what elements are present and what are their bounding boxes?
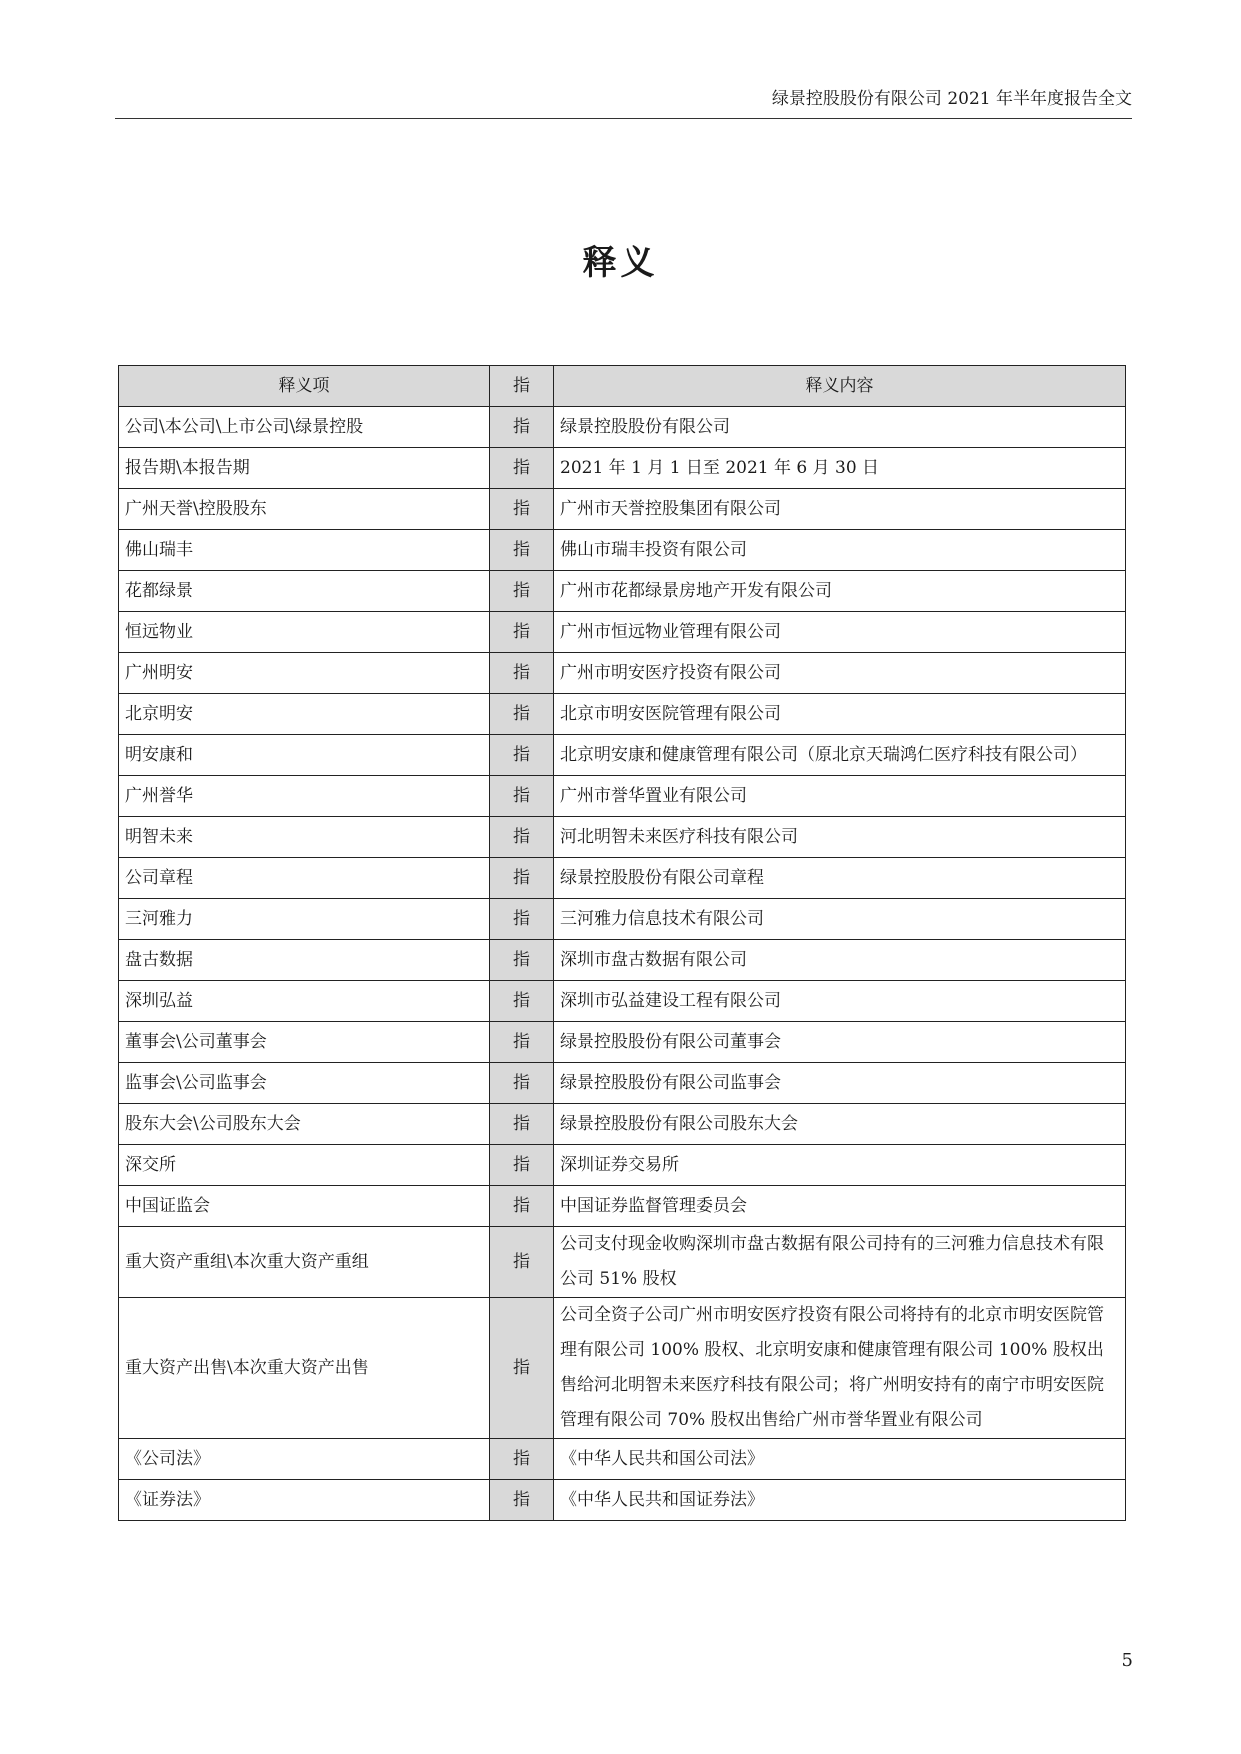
- definitions-table: [118, 365, 1126, 1521]
- term-cell: 花都绿景: [119, 571, 490, 612]
- definition-cell: 北京市明安医院管理有限公司: [554, 694, 1126, 735]
- zhi-cell: 指: [490, 571, 554, 612]
- definition-cell: 公司支付现金收购深圳市盘古数据有限公司持有的三河雅力信息技术有限公司 51% 股权: [554, 1227, 1126, 1298]
- definition-cell: 绿景控股股份有限公司监事会: [554, 1063, 1126, 1104]
- definition-cell: 北京明安康和健康管理有限公司（原北京天瑞鸿仁医疗科技有限公司）: [554, 735, 1126, 776]
- definition-cell: 绿景控股股份有限公司章程: [554, 858, 1126, 899]
- header-title: 绿景控股股份有限公司 2021 年半年度报告全文: [771, 89, 1132, 109]
- zhi-cell: 指: [490, 1186, 554, 1227]
- zhi-cell: 指: [490, 1298, 554, 1439]
- term-cell: 广州明安: [119, 653, 490, 694]
- page-number: 5: [1121, 1650, 1133, 1671]
- definition-cell: 中国证券监督管理委员会: [554, 1186, 1126, 1227]
- zhi-cell: 指: [490, 735, 554, 776]
- definition-cell: 《中华人民共和国公司法》: [554, 1439, 1126, 1480]
- term-cell: 明安康和: [119, 735, 490, 776]
- table-row: [119, 489, 1126, 530]
- header-zhi: 指: [490, 366, 554, 407]
- zhi-cell: 指: [490, 653, 554, 694]
- table-row: [119, 1186, 1126, 1227]
- term-cell: 中国证监会: [119, 1186, 490, 1227]
- zhi-cell: 指: [490, 407, 554, 448]
- table-row: [119, 1298, 1126, 1439]
- definition-cell: 绿景控股股份有限公司: [554, 407, 1126, 448]
- definition-cell: 三河雅力信息技术有限公司: [554, 899, 1126, 940]
- zhi-cell: 指: [490, 1063, 554, 1104]
- term-cell: 北京明安: [119, 694, 490, 735]
- term-cell: 董事会\公司董事会: [119, 1022, 490, 1063]
- table-row: [119, 1480, 1126, 1521]
- definition-cell: 绿景控股股份有限公司董事会: [554, 1022, 1126, 1063]
- table-row: [119, 530, 1126, 571]
- table-row: [119, 448, 1126, 489]
- definition-cell: 广州市誉华置业有限公司: [554, 776, 1126, 817]
- table-row: [119, 817, 1126, 858]
- table-row: [119, 1104, 1126, 1145]
- header-term: 释义项: [119, 366, 490, 407]
- zhi-cell: 指: [490, 899, 554, 940]
- zhi-cell: 指: [490, 694, 554, 735]
- table-row: [119, 940, 1126, 981]
- table-header: [119, 366, 1126, 407]
- zhi-cell: 指: [490, 858, 554, 899]
- term-cell: 深圳弘益: [119, 981, 490, 1022]
- header-definition: 释义内容: [554, 366, 1126, 407]
- table-row: [119, 694, 1126, 735]
- term-cell: 公司\本公司\上市公司\绿景控股: [119, 407, 490, 448]
- definition-cell: 广州市花都绿景房地产开发有限公司: [554, 571, 1126, 612]
- term-cell: 公司章程: [119, 858, 490, 899]
- definition-cell: 广州市恒远物业管理有限公司: [554, 612, 1126, 653]
- term-cell: 报告期\本报告期: [119, 448, 490, 489]
- zhi-cell: 指: [490, 1439, 554, 1480]
- term-cell: 重大资产重组\本次重大资产重组: [119, 1227, 490, 1298]
- zhi-cell: 指: [490, 776, 554, 817]
- term-cell: 明智未来: [119, 817, 490, 858]
- term-cell: 《证券法》: [119, 1480, 490, 1521]
- section-title: 释义: [582, 243, 659, 283]
- zhi-cell: 指: [490, 448, 554, 489]
- definition-cell: 公司全资子公司广州市明安医疗投资有限公司将持有的北京市明安医院管理有限公司 100% 股权、北京明安康和健康管理有限公司 100% 股权出售给河北明智未来医疗科技有限公司；将广州明安持有的南宁市明安医院管理有限公司 70% 股权出售给广州市誉华置业有限公司: [554, 1298, 1126, 1439]
- term-cell: 《公司法》: [119, 1439, 490, 1480]
- zhi-cell: 指: [490, 1227, 554, 1298]
- definition-cell: 深圳市盘古数据有限公司: [554, 940, 1126, 981]
- definition-cell: 佛山市瑞丰投资有限公司: [554, 530, 1126, 571]
- table-row: [119, 1022, 1126, 1063]
- zhi-cell: 指: [490, 1145, 554, 1186]
- definition-cell: 深圳证券交易所: [554, 1145, 1126, 1186]
- definition-cell: 河北明智未来医疗科技有限公司: [554, 817, 1126, 858]
- zhi-cell: 指: [490, 1480, 554, 1521]
- zhi-cell: 指: [490, 817, 554, 858]
- table-row: [119, 1145, 1126, 1186]
- zhi-cell: 指: [490, 1104, 554, 1145]
- table-row: [119, 899, 1126, 940]
- definition-cell: 2021 年 1 月 1 日至 2021 年 6 月 30 日: [554, 448, 1126, 489]
- term-cell: 广州誉华: [119, 776, 490, 817]
- table-row: [119, 858, 1126, 899]
- term-cell: 股东大会\公司股东大会: [119, 1104, 490, 1145]
- table-row: [119, 1063, 1126, 1104]
- definition-cell: 广州市明安医疗投资有限公司: [554, 653, 1126, 694]
- term-cell: 监事会\公司监事会: [119, 1063, 490, 1104]
- header-row: [119, 366, 1126, 407]
- term-cell: 重大资产出售\本次重大资产出售: [119, 1298, 490, 1439]
- definition-cell: 《中华人民共和国证券法》: [554, 1480, 1126, 1521]
- term-cell: 恒远物业: [119, 612, 490, 653]
- definition-cell: 绿景控股股份有限公司股东大会: [554, 1104, 1126, 1145]
- definition-cell: 深圳市弘益建设工程有限公司: [554, 981, 1126, 1022]
- definition-cell: 广州市天誉控股集团有限公司: [554, 489, 1126, 530]
- page-header: [115, 88, 1132, 119]
- term-cell: 佛山瑞丰: [119, 530, 490, 571]
- table-row: [119, 735, 1126, 776]
- table-row: [119, 612, 1126, 653]
- table-body: [119, 407, 1126, 1521]
- table-row: [119, 571, 1126, 612]
- table-row: [119, 776, 1126, 817]
- term-cell: 三河雅力: [119, 899, 490, 940]
- table-row: [119, 407, 1126, 448]
- zhi-cell: 指: [490, 981, 554, 1022]
- term-cell: 盘古数据: [119, 940, 490, 981]
- zhi-cell: 指: [490, 1022, 554, 1063]
- zhi-cell: 指: [490, 489, 554, 530]
- zhi-cell: 指: [490, 612, 554, 653]
- table-row: [119, 981, 1126, 1022]
- zhi-cell: 指: [490, 530, 554, 571]
- zhi-cell: 指: [490, 940, 554, 981]
- table-row: [119, 1439, 1126, 1480]
- table-row: [119, 1227, 1126, 1298]
- table-row: [119, 653, 1126, 694]
- term-cell: 深交所: [119, 1145, 490, 1186]
- term-cell: 广州天誉\控股股东: [119, 489, 490, 530]
